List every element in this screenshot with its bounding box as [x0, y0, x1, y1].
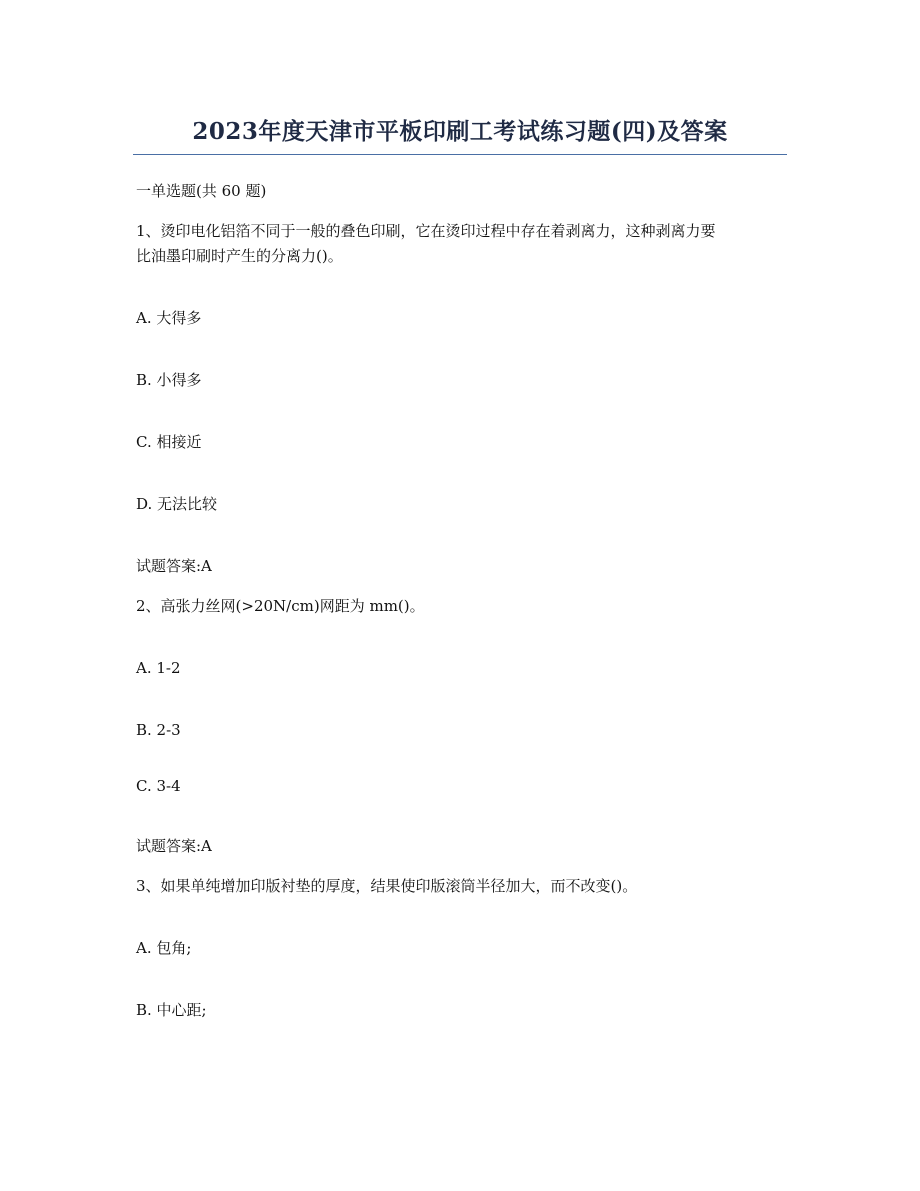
page-title: 2023年度天津市平板印刷工考试练习题(四)及答案 — [192, 118, 728, 145]
question-2-answer: 试题答案:A — [136, 837, 212, 855]
question-1-option-a: A. 大得多 — [136, 309, 202, 327]
question-3-text: 3、如果单纯增加印版衬垫的厚度，结果使印版滚筒半径加大，而不改变()。 — [136, 877, 638, 895]
question-2-option-c: C. 3-4 — [136, 777, 181, 795]
section-heading: 一单选题(共 60 题) — [136, 182, 267, 200]
question-1-option-d: D. 无法比较 — [136, 495, 218, 513]
question-2-option-a: A. 1-2 — [136, 659, 181, 677]
question-3-option-b: B. 中心距; — [136, 1001, 207, 1019]
question-2-text: 2、高张力丝网(>20N/cm)网距为 mm()。 — [136, 597, 425, 615]
question-1-text-line-1: 1、烫印电化铝箔不同于一般的叠色印刷，它在烫印过程中存在着剥离力，这种剥离力要 — [136, 222, 716, 240]
question-1-option-c: C. 相接近 — [136, 433, 202, 451]
question-1-text-line-2: 比油墨印刷时产生的分离力()。 — [136, 247, 343, 265]
title-divider — [133, 154, 787, 155]
question-1-option-b: B. 小得多 — [136, 371, 202, 389]
question-3-option-a: A. 包角; — [136, 939, 192, 957]
question-1-answer: 试题答案:A — [136, 557, 212, 575]
question-2-option-b: B. 2-3 — [136, 721, 181, 739]
